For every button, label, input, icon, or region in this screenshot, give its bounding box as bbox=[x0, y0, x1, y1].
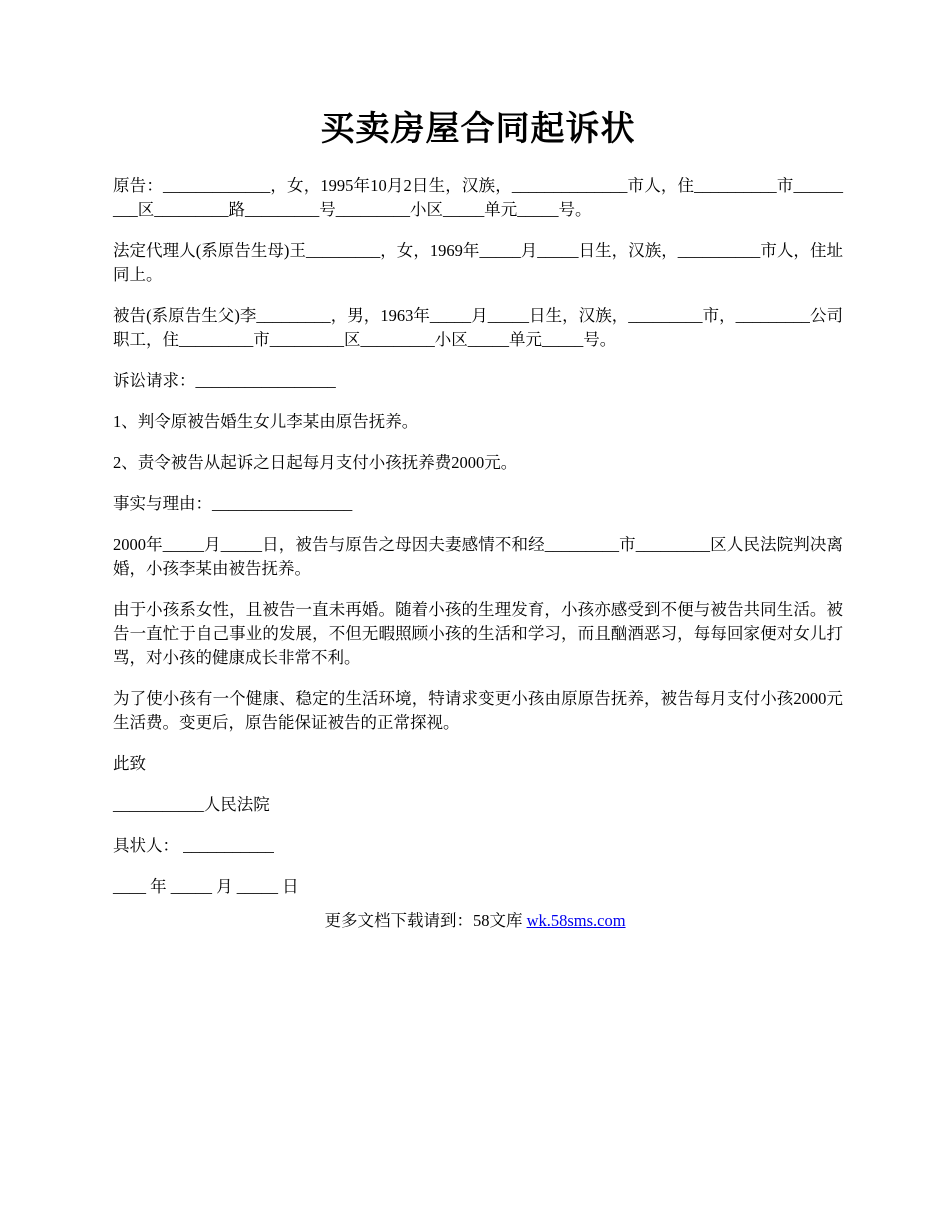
legal-representative-info: 法定代理人(系原告生母)王_________，女，1969年_____月_____日生，汉族，__________市人，住址同上。 bbox=[113, 241, 843, 285]
footer-text: 更多文档下载请到：58文库 bbox=[324, 911, 527, 930]
date-line: ____ 年 _____ 月 _____ 日 bbox=[113, 877, 299, 897]
plaintiff-info: 原告：_____________，女，1995年10月2日生，汉族，______________市人，住__________市_________区_________路_________号_________小区_____单元_____号。 bbox=[113, 176, 843, 220]
claim-item-1: 1、判令原被告婚生女儿李某由原告抚养。 bbox=[113, 412, 419, 432]
facts-paragraph-1: 2000年_____月_____日，被告与原告之母因夫妻感情不和经_________市_________区人民法院判决离婚，小孩李某由被告抚养。 bbox=[113, 535, 843, 579]
defendant-info: 被告(系原告生父)李_________，男，1963年_____月_____日生，汉族，_________市，_________公司职工，住_________市_________区_________小区_____单元_____号。 bbox=[113, 306, 843, 350]
facts-paragraph-2: 由于小孩系女性，且被告一直未再婚。随着小孩的生理发育，小孩亦感受到不便与被告共同生活。被告一直忙于自己事业的发展，不但无暇照顾小孩的生活和学习，而且酗酒恶习，每每回家便对女儿打骂，对小孩的健康成长非常不利。 bbox=[113, 600, 843, 668]
claims-heading: 诉讼请求：_________________ bbox=[113, 371, 336, 391]
facts-paragraph-3: 为了使小孩有一个健康、稳定的生活环境，特请求变更小孩由原原告抚养，被告每月支付小孩2000元生活费。变更后，原告能保证被告的正常探视。 bbox=[113, 689, 843, 733]
signatory: 具状人： ___________ bbox=[113, 836, 274, 856]
footer-link[interactable]: wk.58sms.com bbox=[526, 911, 626, 930]
download-footer bbox=[0, 909, 950, 933]
court-name: ___________人民法院 bbox=[113, 795, 270, 815]
salutation: 此致 bbox=[113, 754, 146, 774]
facts-heading: 事实与理由：_________________ bbox=[113, 494, 353, 514]
claim-item-2: 2、责令被告从起诉之日起每月支付小孩抚养费2000元。 bbox=[113, 453, 518, 473]
document-body bbox=[113, 108, 843, 916]
document-title: 买卖房屋合同起诉状 bbox=[320, 111, 636, 148]
